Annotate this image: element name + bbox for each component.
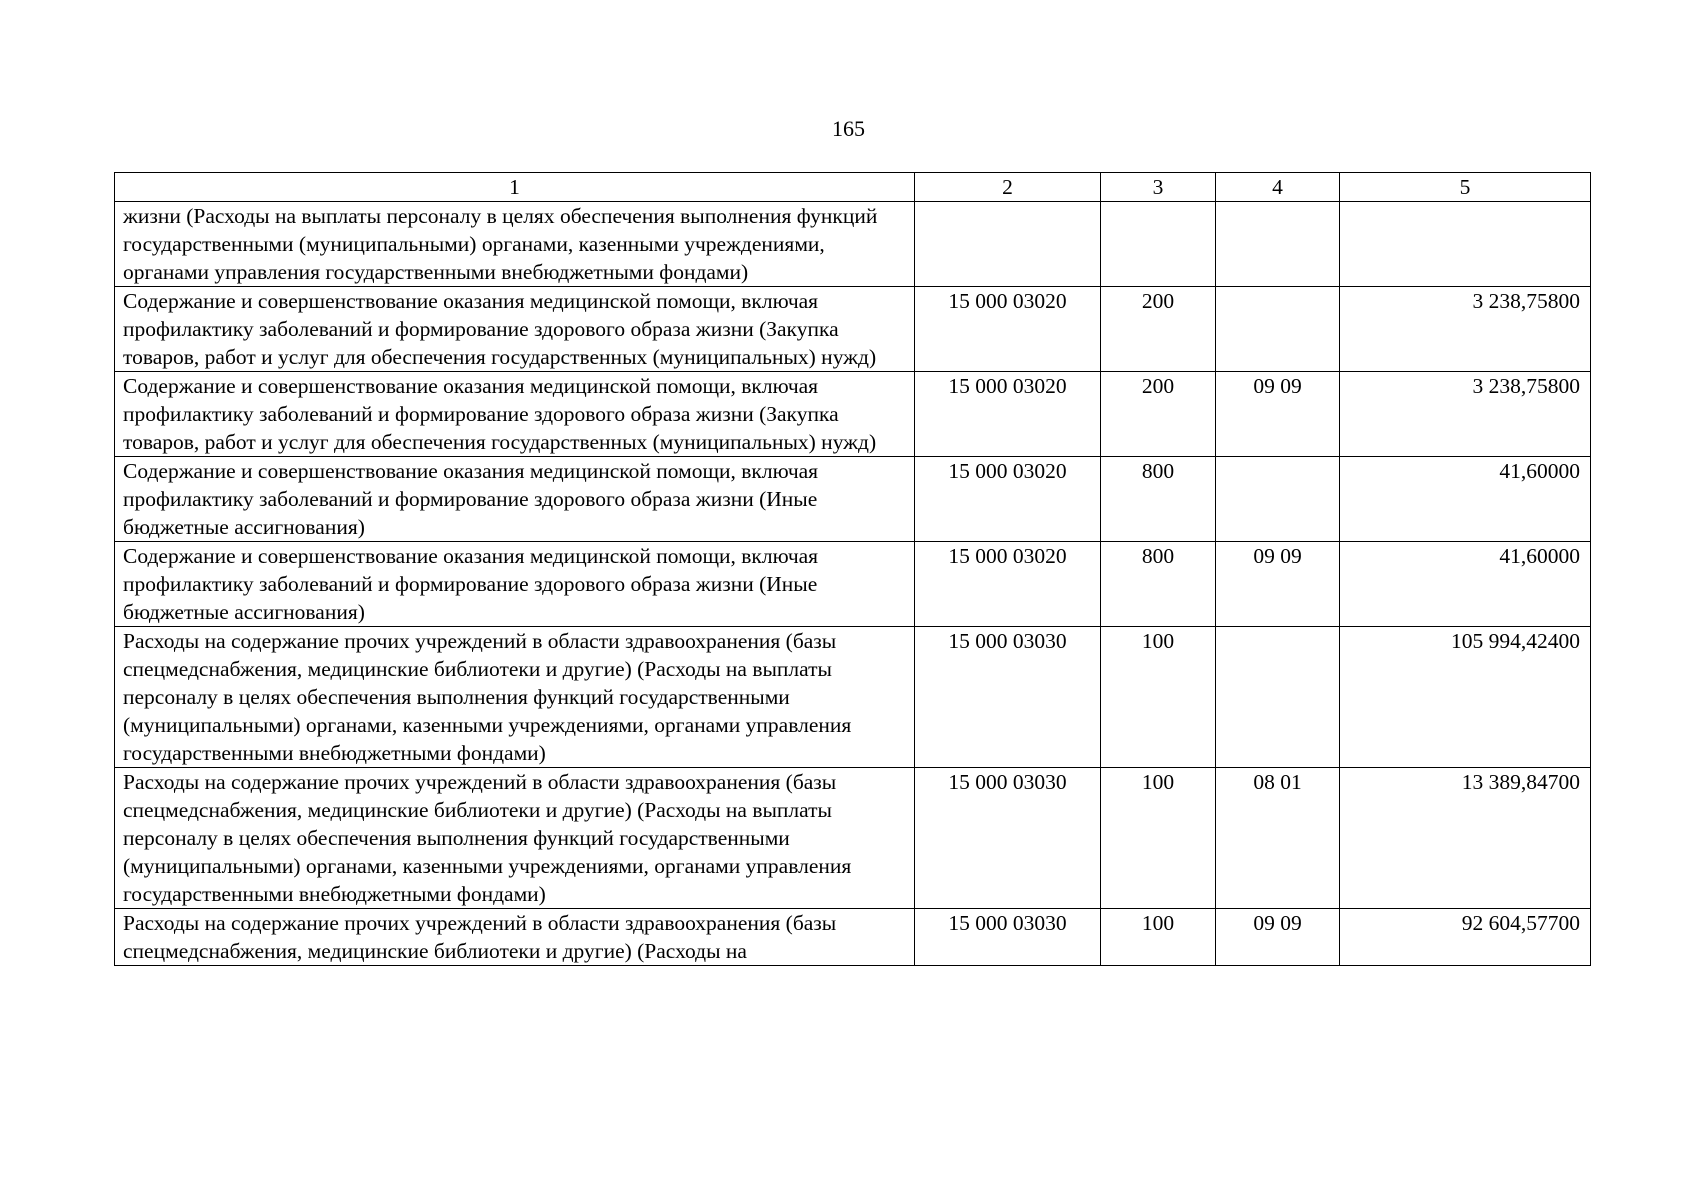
row-code: 15 000 03020 xyxy=(915,542,1101,627)
column-header-1: 1 xyxy=(115,173,915,202)
row-name: Расходы на содержание прочих учреждений в области здравоохранения (базы спецмедснабжения, медицинские библиотеки и другие) (Расходы на выплаты персоналу в целях обеспечения выполнения функций государственными (муниципальными) органами, казенными учреждениями, органами управления государственными внебюджетными фондами) xyxy=(115,627,915,768)
row-type: 200 xyxy=(1101,287,1216,372)
column-header-5: 5 xyxy=(1340,173,1591,202)
row-amount: 92 604,57700 xyxy=(1340,909,1591,966)
row-name: Содержание и совершенствование оказания медицинской помощи, включая профилактику заболеваний и формирование здорового образа жизни (Закупка товаров, работ и услуг для обеспечения государственных (муниципальных) нужд) xyxy=(115,287,915,372)
row-amount xyxy=(1340,202,1591,287)
row-name: Содержание и совершенствование оказания медицинской помощи, включая профилактику заболеваний и формирование здорового образа жизни (Закупка товаров, работ и услуг для обеспечения государственных (муниципальных) нужд) xyxy=(115,372,915,457)
table-row xyxy=(115,287,1591,372)
row-name: жизни (Расходы на выплаты персоналу в целях обеспечения выполнения функций государственными (муниципальными) органами, казенными учреждениями, органами управления государственными внебюджетными фондами) xyxy=(115,202,915,287)
row-amount: 41,60000 xyxy=(1340,542,1591,627)
row-name: Расходы на содержание прочих учреждений в области здравоохранения (базы спецмедснабжения, медицинские библиотеки и другие) (Расходы на выплаты персоналу в целях обеспечения выполнения функций государственными (муниципальными) органами, казенными учреждениями, органами управления государственными внебюджетными фондами) xyxy=(115,768,915,909)
row-section xyxy=(1216,457,1340,542)
column-header-3: 3 xyxy=(1101,173,1216,202)
row-section: 09 09 xyxy=(1216,542,1340,627)
table-row xyxy=(115,457,1591,542)
table-header-row xyxy=(115,173,1591,202)
row-name: Расходы на содержание прочих учреждений в области здравоохранения (базы спецмедснабжения, медицинские библиотеки и другие) (Расходы на xyxy=(115,909,915,966)
table-row xyxy=(115,542,1591,627)
table-row xyxy=(115,909,1591,966)
row-amount: 3 238,75800 xyxy=(1340,287,1591,372)
row-code: 15 000 03030 xyxy=(915,909,1101,966)
page-number: 165 xyxy=(832,116,865,141)
table-row xyxy=(115,768,1591,909)
column-header-4: 4 xyxy=(1216,173,1340,202)
column-header-2: 2 xyxy=(915,173,1101,202)
table-row xyxy=(115,627,1591,768)
row-type: 100 xyxy=(1101,627,1216,768)
row-name: Содержание и совершенствование оказания медицинской помощи, включая профилактику заболеваний и формирование здорового образа жизни (Иные бюджетные ассигнования) xyxy=(115,542,915,627)
row-amount: 105 994,42400 xyxy=(1340,627,1591,768)
row-name: Содержание и совершенствование оказания медицинской помощи, включая профилактику заболеваний и формирование здорового образа жизни (Иные бюджетные ассигнования) xyxy=(115,457,915,542)
row-type: 100 xyxy=(1101,768,1216,909)
row-type xyxy=(1101,202,1216,287)
row-section xyxy=(1216,202,1340,287)
row-amount: 13 389,84700 xyxy=(1340,768,1591,909)
row-amount: 41,60000 xyxy=(1340,457,1591,542)
row-code: 15 000 03020 xyxy=(915,372,1101,457)
row-type: 800 xyxy=(1101,542,1216,627)
row-type: 200 xyxy=(1101,372,1216,457)
row-type: 100 xyxy=(1101,909,1216,966)
row-amount: 3 238,75800 xyxy=(1340,372,1591,457)
row-type: 800 xyxy=(1101,457,1216,542)
row-section xyxy=(1216,627,1340,768)
row-code: 15 000 03020 xyxy=(915,457,1101,542)
budget-table xyxy=(114,172,1591,966)
row-code: 15 000 03020 xyxy=(915,287,1101,372)
table-row xyxy=(115,202,1591,287)
row-section: 09 09 xyxy=(1216,372,1340,457)
table-row xyxy=(115,372,1591,457)
row-code: 15 000 03030 xyxy=(915,627,1101,768)
row-section: 09 09 xyxy=(1216,909,1340,966)
row-code: 15 000 03030 xyxy=(915,768,1101,909)
row-code xyxy=(915,202,1101,287)
row-section: 08 01 xyxy=(1216,768,1340,909)
row-section xyxy=(1216,287,1340,372)
